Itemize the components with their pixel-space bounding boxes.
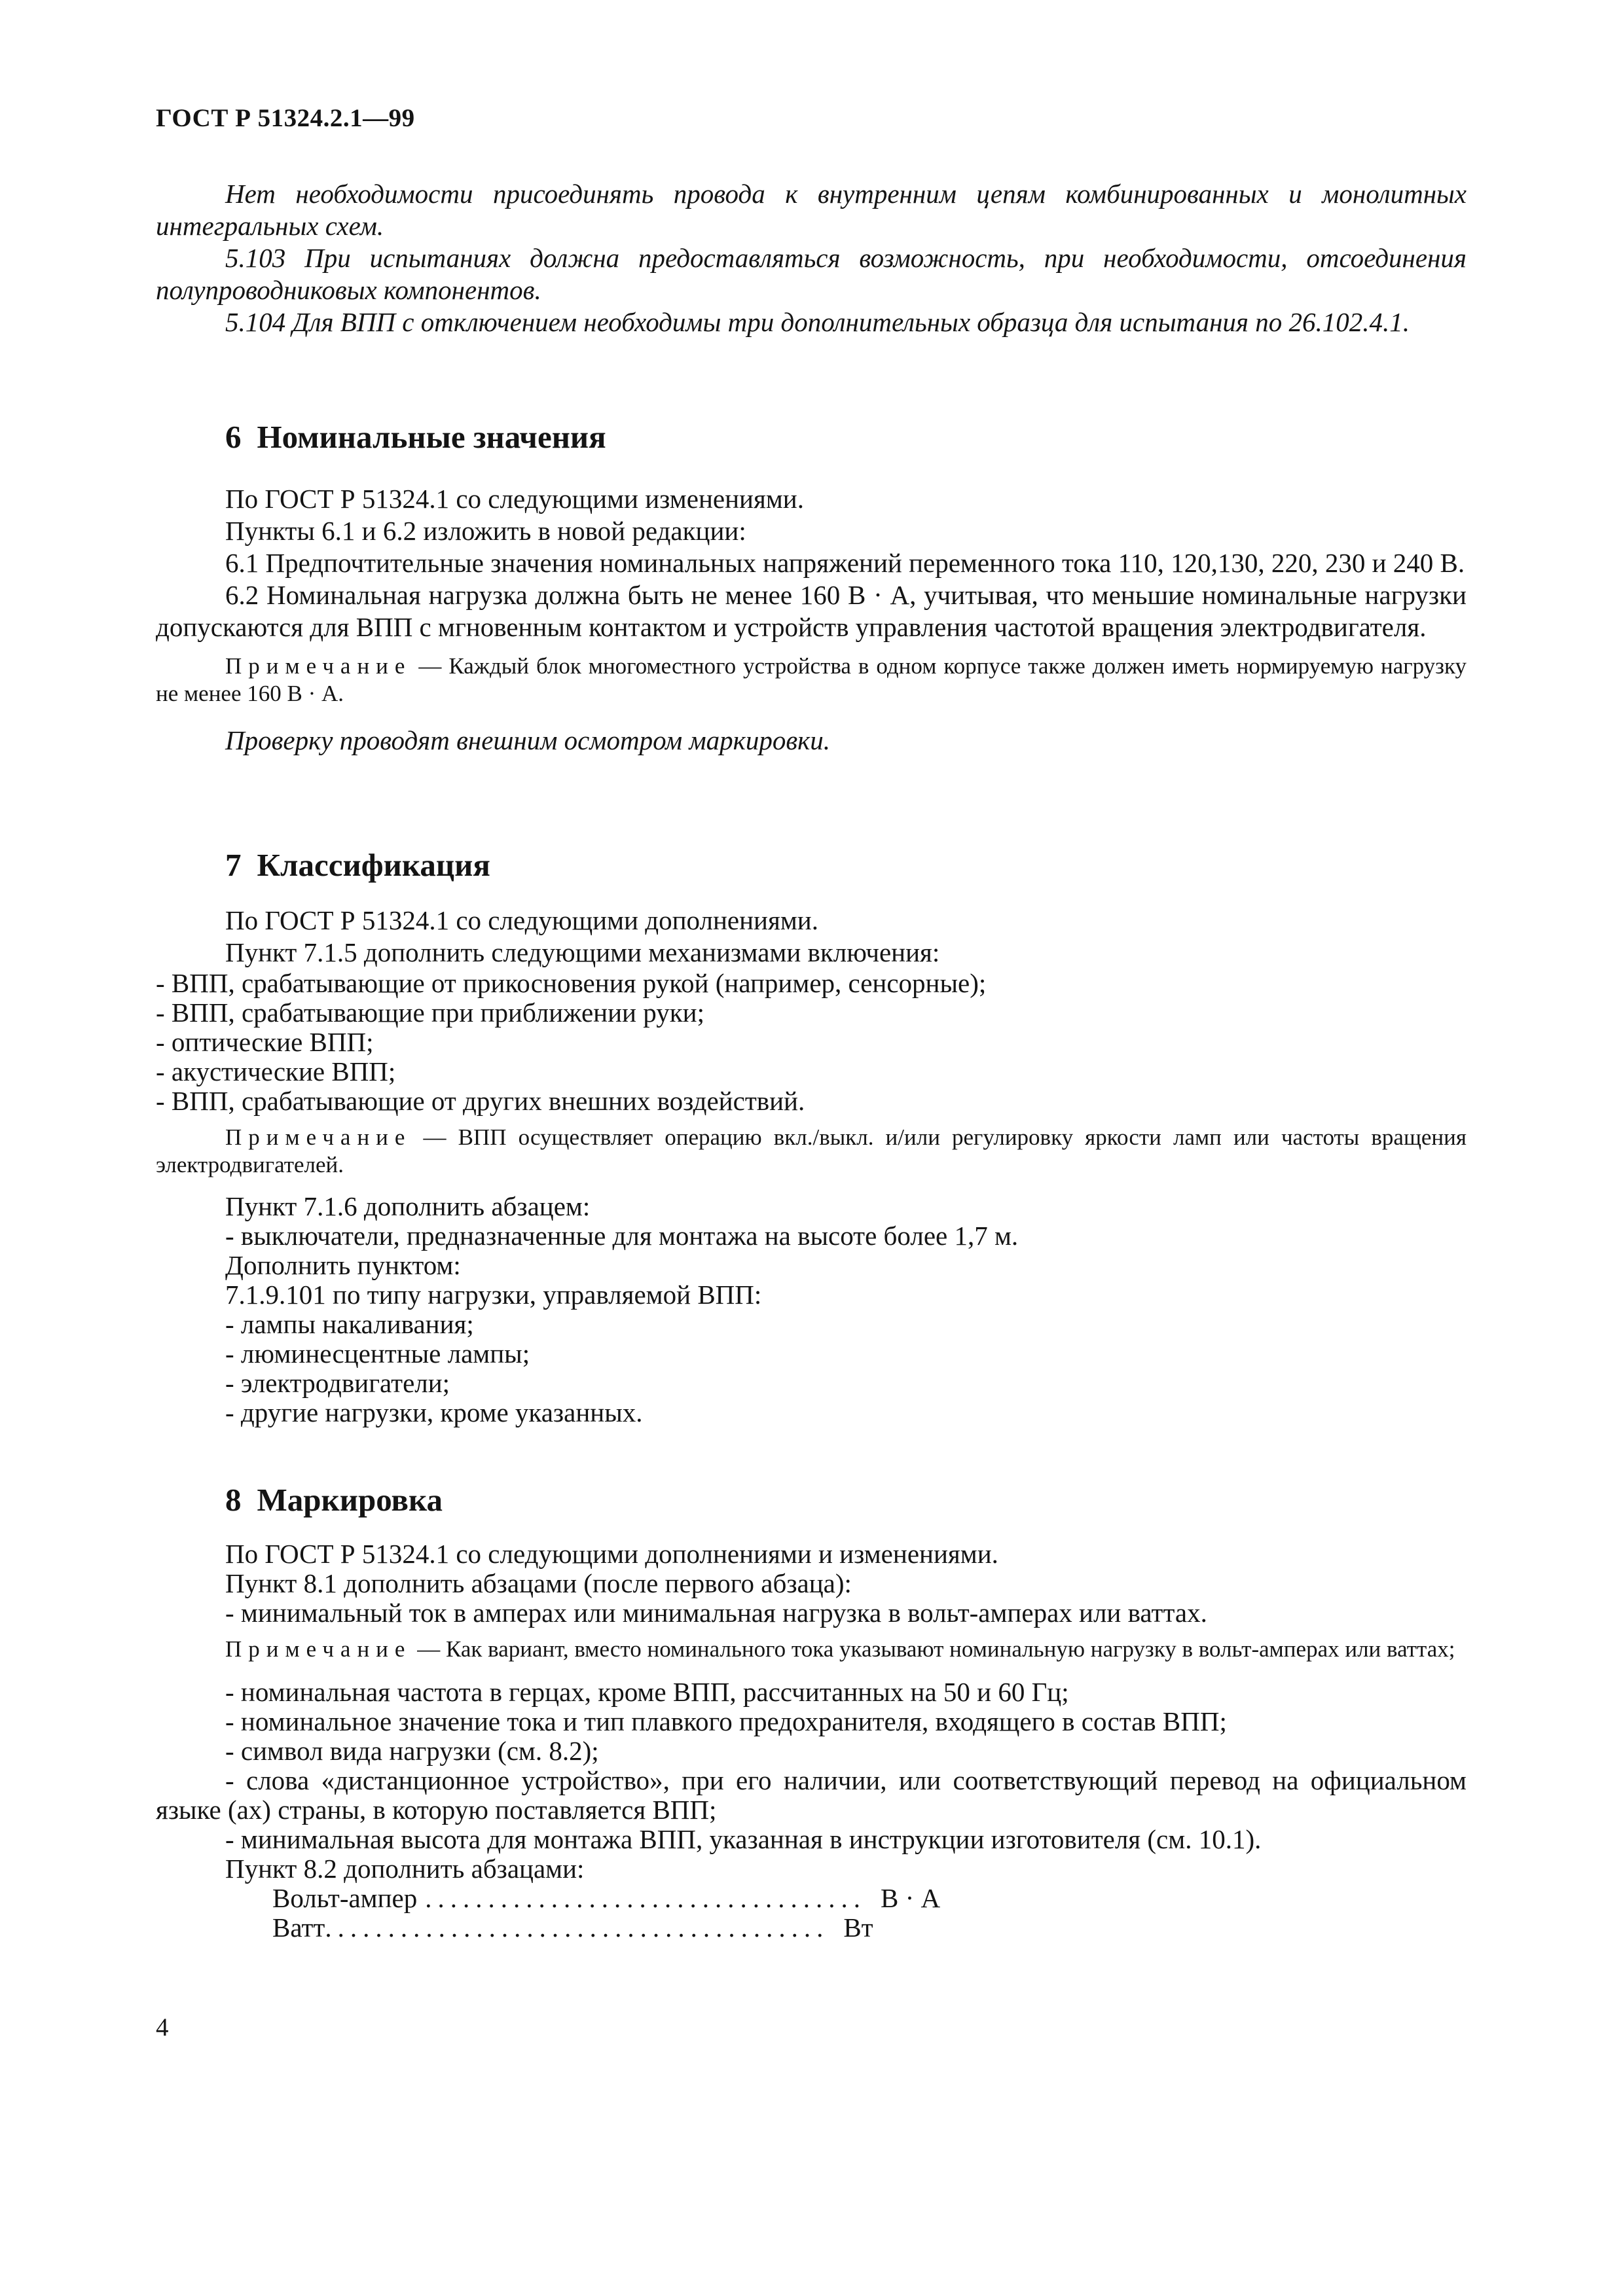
note-label: Примечание [225, 653, 412, 679]
unit-row [156, 1913, 1467, 1943]
clause-8-1: Пункт 8.1 дополнить абзацами (после первого абзаца): [225, 1568, 852, 1598]
unit-name: Вольт-ампер [272, 1883, 418, 1913]
section-6-paragraph: Пункты 6.1 и 6.2 изложить в новой редакции: [225, 516, 746, 546]
clause-8-2: Пункт 8.2 дополнить абзацами: [225, 1854, 585, 1884]
list-item: - минимальный ток в амперах или минимальная нагрузка в вольт-амперах или ваттах. [225, 1598, 1207, 1628]
list-item: - слова «дистанционное устройство», при его наличии, или соответствующий перевод на официальном языке (ах) страны, в которую поставляется ВПП; [156, 1765, 1467, 1825]
section-8-note [156, 1636, 1467, 1663]
section-6-paragraph: По ГОСТ Р 51324.1 со следующими изменениями. [225, 484, 804, 514]
list-item: - выключатели, предназначенные для монтажа на высоте более 1,7 м. [225, 1221, 1019, 1251]
note-label: Примечание [225, 1124, 412, 1150]
section-7 [156, 846, 1467, 1427]
clause-7-1-5: Пункт 7.1.5 дополнить следующими механизмами включения: [225, 937, 940, 967]
note-text: — Каждый блок многоместного устройства в одном корпусе также должен иметь нормируемую нагрузку не менее 160 В · А. [156, 653, 1467, 706]
dot-leader: ........................................ [325, 1912, 830, 1943]
section-6-number: 6 [225, 419, 242, 455]
dot-leader: ................................... [425, 1883, 867, 1913]
clause-5-103: 5.103 При испытаниях должна предоставляться возможность, при необходимости, отсоединения полупроводниковых компонентов. [156, 243, 1467, 305]
list-item: - люминесцентные лампы; [225, 1338, 530, 1369]
section-7-heading [156, 846, 1467, 885]
section-8-title: Маркировка [257, 1482, 443, 1518]
section-6-check: Проверку проводят внешним осмотром маркировки. [225, 725, 831, 755]
section-6-note [156, 653, 1467, 708]
list-item: - номинальная частота в герцах, кроме ВПП, рассчитанных на 50 и 60 Гц; [225, 1677, 1069, 1707]
list-item: - ВПП, срабатывающие от прикосновения рукой (например, сенсорные); [156, 968, 987, 998]
clause-6-2: 6.2 Номинальная нагрузка должна быть не менее 160 В · А, учитывая, что меньшие номинальные нагрузки допускаются для ВПП с мгновенным контактом и устройств управления частотой вращения электродвигателя. [156, 580, 1467, 642]
note-text: — ВПП осуществляет операцию вкл./выкл. и/или регулировку яркости ламп или частоты вращения электродвигателей. [156, 1124, 1467, 1177]
section-8-paragraph: По ГОСТ Р 51324.1 со следующими дополнениями и изменениями. [225, 1539, 998, 1569]
list-item: - минимальная высота для монтажа ВПП, указанная в инструкции изготовителя (см. 10.1). [225, 1824, 1262, 1854]
intro-block [156, 178, 1467, 338]
switching-mechanisms-list [156, 969, 1467, 1116]
marking-list [156, 1677, 1467, 1854]
section-8-number: 8 [225, 1482, 242, 1518]
section-8-heading [156, 1480, 1467, 1520]
section-8 [156, 1480, 1467, 1943]
section-6-heading [156, 418, 1467, 457]
clause-5-104: 5.104 Для ВПП с отключением необходимы три дополнительных образца для испытания по 26.102.4.1. [225, 307, 1410, 337]
clause-7-1-6: Пункт 7.1.6 дополнить абзацем: [225, 1191, 591, 1221]
list-item: - акустические ВПП; [156, 1056, 396, 1086]
unit-symbol: Вт [843, 1912, 873, 1943]
list-item: - символ вида нагрузки (см. 8.2); [225, 1736, 599, 1766]
list-item: - электродвигатели; [225, 1368, 450, 1398]
page-number: 4 [156, 2013, 169, 2041]
load-types-list [156, 1310, 1467, 1427]
section-7-paragraph: По ГОСТ Р 51324.1 со следующими дополнениями. [225, 905, 818, 935]
section-7-title: Классификация [257, 847, 490, 883]
section-7-paragraph: Дополнить пунктом: [225, 1250, 461, 1280]
clause-7-1-9-101: 7.1.9.101 по типу нагрузки, управляемой ВПП: [225, 1280, 762, 1310]
clause-6-1: 6.1 Предпочтительные значения номинальных напряжений переменного тока 110, 120,130, 220, 230 и 240 В. [225, 548, 1465, 578]
section-6-title: Номинальные значения [257, 419, 606, 455]
section-7-number: 7 [225, 847, 242, 883]
unit-name: Ватт [272, 1912, 325, 1943]
section-7-note [156, 1124, 1467, 1179]
unit-row [156, 1884, 1467, 1913]
note-text: — Как вариант, вместо номинального тока указывают номинальную нагрузку в вольт-амперах или ваттах; [411, 1636, 1455, 1662]
document-header: ГОСТ Р 51324.2.1—99 [156, 104, 415, 132]
list-item: - ВПП, срабатывающие от других внешних воздействий. [156, 1086, 805, 1116]
section-6 [156, 418, 1467, 757]
list-item: - оптические ВПП; [156, 1027, 374, 1057]
list-item: - лампы накаливания; [225, 1309, 474, 1339]
unit-symbol: В · А [881, 1883, 941, 1913]
list-item: - другие нагрузки, кроме указанных. [225, 1397, 643, 1427]
note-label: Примечание [225, 1636, 412, 1662]
list-item: - номинальное значение тока и тип плавкого предохранителя, входящего в состав ВПП; [225, 1706, 1227, 1736]
intro-paragraph-1: Нет необходимости присоединять провода к внутренним цепям комбинированных и монолитных интегральных схем. [156, 179, 1467, 241]
list-item: - ВПП, срабатывающие при приближении руки; [156, 997, 704, 1028]
